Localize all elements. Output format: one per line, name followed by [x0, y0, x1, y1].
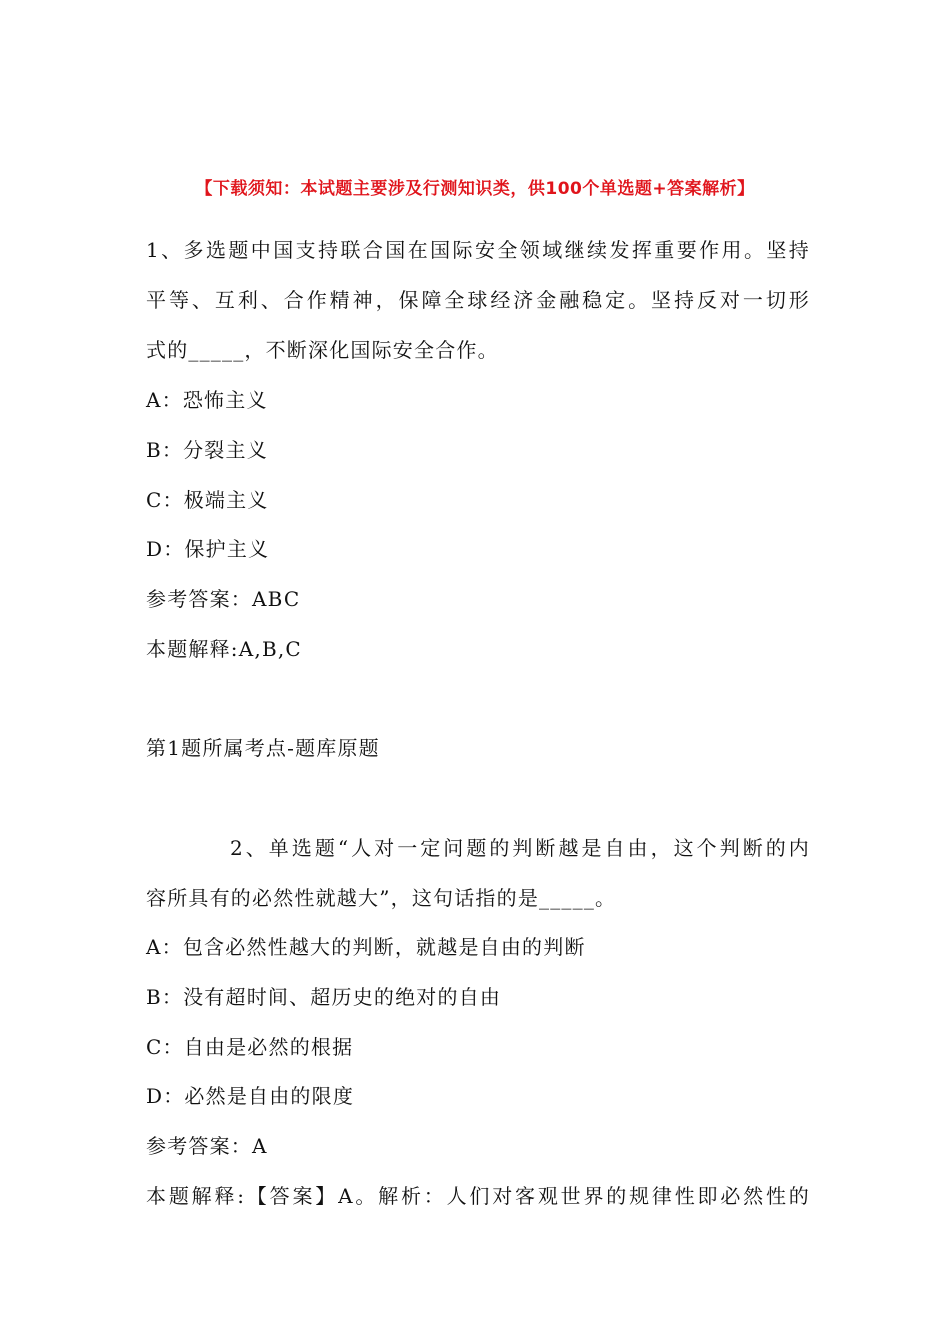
- q1-answer: 参考答案：ABC: [146, 587, 301, 611]
- q1-stem-line-3: 式的_____，不断深化国际安全合作。: [146, 338, 499, 362]
- q1-option-d: D：保护主义: [146, 537, 270, 561]
- q2-answer: 参考答案：A: [146, 1134, 268, 1158]
- q2-option-c: C：自由是必然的根据: [146, 1035, 354, 1059]
- q2-option-a: A：包含必然性越大的判断，就越是自由的判断: [146, 935, 586, 959]
- q1-stem-line-1: 1、多选题中国支持联合国在国际安全领域继续发挥重要作用。坚持: [146, 238, 810, 262]
- q2-explanation: 本题解释:【答案】A。解析：人们对客观世界的规律性即必然性的: [146, 1184, 810, 1208]
- q1-stem-line-2: 平等、互利、合作精神，保障全球经济金融稳定。坚持反对一切形: [146, 288, 810, 312]
- q2-stem-line-1: 2、单选题“人对一定问题的判断越是自由，这个判断的内: [230, 836, 810, 860]
- q2-option-d: D：必然是自由的限度: [146, 1084, 355, 1108]
- q1-explanation: 本题解释:A,B,C: [146, 637, 302, 661]
- q2-stem-line-2: 容所具有的必然性就越大”，这句话指的是_____。: [146, 886, 617, 910]
- download-notice: 【下载须知：本试题主要涉及行测知识类，供100个单选题+答案解析】: [195, 179, 755, 199]
- q1-option-c: C：极端主义: [146, 488, 269, 512]
- q1-knowledge-point: 第1题所属考点-题库原题: [146, 736, 380, 760]
- q2-option-b: B：没有超时间、超历史的绝对的自由: [146, 985, 502, 1009]
- q1-option-b: B：分裂主义: [146, 438, 268, 462]
- q1-option-a: A：恐怖主义: [146, 388, 268, 412]
